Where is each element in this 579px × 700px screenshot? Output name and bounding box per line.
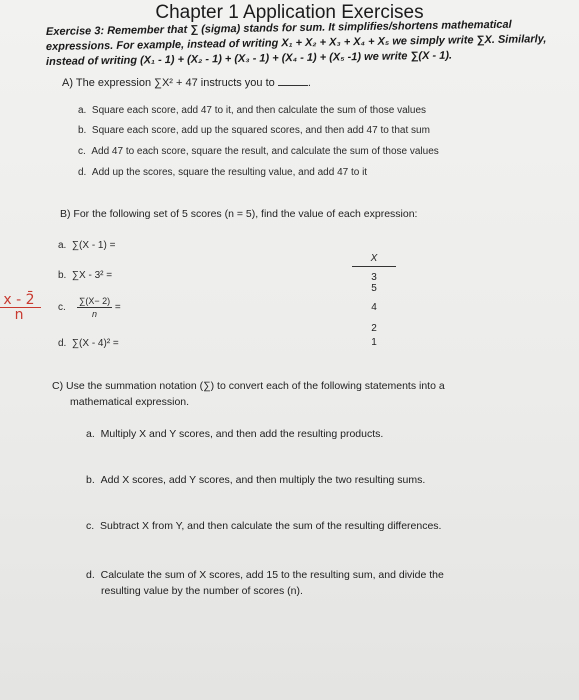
statement-line-1: Calculate the sum of X scores, add 15 to the resulting sum, and divide the bbox=[100, 569, 444, 581]
part-a-question bbox=[62, 76, 311, 89]
option-text: Square each score, add 47 to it, and then calculate the sum of those values bbox=[91, 105, 427, 116]
statement: Subtract X from Y, and then calculate the sum of the resulting differences. bbox=[100, 520, 442, 532]
exercise-intro-line-3: instead of writing (X₁ - 1) + (X₂ - 1) + (X₃ - 1) + (X₄ - 1) + (X₅ -1) we write ∑(X - 1). bbox=[45, 49, 453, 68]
option-letter: c. bbox=[78, 146, 86, 157]
option-letter: a. bbox=[78, 105, 87, 116]
x-value: 2 bbox=[371, 323, 377, 334]
part-b-item bbox=[58, 240, 115, 251]
option-text: Add up the scores, square the resulting value, and add 47 to it bbox=[91, 167, 368, 178]
option-text: Square each score, add up the squared scores, and then add 47 to that sum bbox=[91, 125, 430, 136]
x-column-header: X bbox=[352, 253, 396, 267]
x-value: 5 bbox=[371, 283, 377, 294]
expression: ∑(X - 4)² = bbox=[71, 338, 119, 349]
option-letter: b. bbox=[78, 125, 87, 136]
statement: Multiply X and Y scores, and then add the resulting products. bbox=[100, 428, 384, 440]
part-c-question-line-2: mathematical expression. bbox=[70, 396, 190, 408]
part-a-option bbox=[78, 105, 426, 116]
part-a-option bbox=[78, 125, 430, 136]
part-a-option bbox=[78, 167, 367, 178]
expression: ∑(X - 1) = bbox=[71, 240, 116, 251]
expression: ∑X - 3² = bbox=[71, 270, 113, 281]
item-letter: a. bbox=[58, 240, 67, 251]
part-c-item bbox=[86, 428, 383, 440]
handwritten-note bbox=[0, 293, 41, 322]
fraction-expression bbox=[77, 295, 112, 320]
fraction-denominator: n bbox=[91, 309, 97, 319]
page-title: Chapter 1 Application Exercises bbox=[155, 2, 424, 23]
x-value: 4 bbox=[371, 302, 377, 313]
exercise-intro-line-1: Exercise 3: Remember that ∑ (sigma) stands for sum. It simplifies/shortens mathematical bbox=[45, 18, 512, 38]
answer-blank[interactable] bbox=[278, 76, 308, 86]
part-b-question: B) For the following set of 5 scores (n = 5), find the value of each expression: bbox=[60, 208, 418, 220]
item-letter: c. bbox=[58, 302, 66, 314]
part-b-item bbox=[58, 270, 112, 281]
part-a-question-text: A) The expression ∑X² + 47 instructs you to bbox=[62, 77, 275, 89]
item-letter: d. bbox=[86, 569, 95, 581]
option-text: Add 47 to each score, square the result, and calculate the sum of those values bbox=[91, 146, 439, 157]
part-c-item bbox=[86, 474, 425, 486]
part-c-question-line-1: C) Use the summation notation (∑) to convert each of the following statements into a bbox=[52, 380, 445, 392]
option-letter: d. bbox=[78, 167, 87, 178]
part-a-option bbox=[78, 146, 439, 157]
handwritten-numerator: x - 2̄̄ bbox=[0, 293, 41, 308]
part-c-item bbox=[86, 520, 441, 532]
part-a-period: . bbox=[307, 77, 311, 89]
part-c-item-continuation: resulting value by the number of scores (n). bbox=[101, 585, 303, 597]
item-letter: d. bbox=[58, 338, 67, 349]
exercise-intro-line-2: expressions. For example, instead of writing X₁ + X₂ + X₃ + X₄ + X₅ we simply write ∑X. Similarly, bbox=[45, 33, 547, 53]
item-letter: a. bbox=[86, 428, 95, 440]
handwritten-denominator: n bbox=[14, 307, 24, 323]
item-letter: b. bbox=[86, 474, 95, 486]
part-b-item bbox=[58, 295, 121, 320]
part-b-item bbox=[58, 338, 119, 349]
equals-sign: = bbox=[114, 302, 121, 314]
item-letter: c. bbox=[86, 520, 95, 532]
part-c-item bbox=[86, 569, 444, 581]
statement: Add X scores, add Y scores, and then multiply the two resulting sums. bbox=[100, 474, 426, 486]
x-value: 1 bbox=[371, 337, 377, 348]
x-value: 3 bbox=[371, 272, 377, 283]
fraction-numerator: ∑(X− 2) bbox=[78, 296, 111, 306]
item-letter: b. bbox=[58, 270, 67, 281]
